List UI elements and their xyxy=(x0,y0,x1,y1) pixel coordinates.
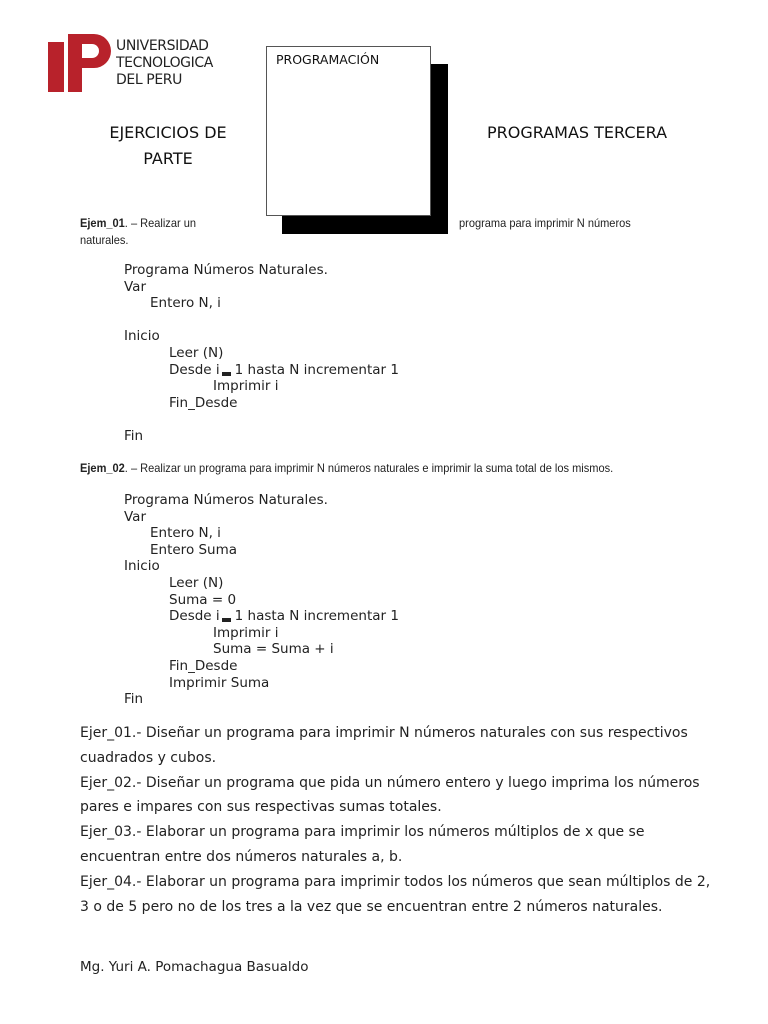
example1-code xyxy=(124,262,399,445)
code-text: Desde i xyxy=(169,608,220,625)
exercise-1: Ejer_01.- Diseñar un programa para imprimir N números naturales con sus respectivos cuadrados y cubos. xyxy=(80,725,688,766)
code-text: Desde i xyxy=(169,361,220,378)
code-text: Inicio xyxy=(124,558,160,575)
code-text: Fin xyxy=(124,691,144,708)
university-name xyxy=(116,38,216,89)
example2-code xyxy=(124,492,399,708)
code-line xyxy=(124,558,399,575)
code-line xyxy=(124,312,399,329)
code-text: Leer (N) xyxy=(169,344,224,361)
code-line xyxy=(124,428,399,445)
code-line xyxy=(124,641,399,658)
example1-text-a: . – Realizar un xyxy=(124,216,196,230)
code-text: Suma = 0 xyxy=(169,591,237,608)
author-footer: Mg. Yuri A. Pomachagua Basualdo xyxy=(80,959,309,975)
code-line xyxy=(124,262,399,279)
code-line xyxy=(124,675,399,692)
code-line xyxy=(124,691,399,708)
code-line xyxy=(124,575,399,592)
university-logo xyxy=(46,30,112,94)
code-text: Inicio xyxy=(124,328,160,345)
code-line xyxy=(124,509,399,526)
example2-id: Ejem_02 xyxy=(80,461,125,475)
heading-right: PROGRAMAS TERCERA xyxy=(486,123,668,142)
code-text: Programa Números Naturales. xyxy=(124,262,328,278)
code-text: Imprimir i xyxy=(213,624,279,641)
exercise-2: Ejer_02.- Diseñar un programa que pida un número entero y luego imprima los números pares e impares con sus respectivas sumas totales. xyxy=(80,774,700,816)
code-text: Fin xyxy=(124,427,144,444)
code-text: Entero Suma xyxy=(150,541,238,558)
programacion-box xyxy=(266,46,431,216)
code-text: Programa Números Naturales. xyxy=(124,492,328,508)
example1-text-b: programa para imprimir N números xyxy=(459,216,631,230)
code-line xyxy=(124,625,399,642)
code-line xyxy=(124,295,399,312)
code-line xyxy=(124,279,399,296)
example2-text: . – Realizar un programa para imprimir N números naturales e imprimir la suma total de los mismos. xyxy=(124,461,614,475)
assign-mark-icon xyxy=(222,372,231,376)
code-text: Entero N, i xyxy=(150,295,221,312)
code-line xyxy=(124,608,399,625)
assign-mark-icon xyxy=(222,618,231,622)
code-text-rest: 1 hasta N incrementar 1 xyxy=(234,361,399,378)
box-label: PROGRAMACIÓN xyxy=(276,52,380,67)
code-text-rest: 1 hasta N incrementar 1 xyxy=(234,608,399,625)
code-line xyxy=(124,378,399,395)
code-line xyxy=(124,492,399,509)
code-line xyxy=(124,658,399,675)
exercise-3: Ejer_03.- Elaborar un programa para imprimir los números múltiplos de x que se encuentran entre dos números naturales a, b. xyxy=(80,824,645,865)
logo-line-3: DEL PERU xyxy=(116,72,182,88)
code-line xyxy=(124,345,399,362)
code-text: Suma = Suma + i xyxy=(213,641,334,658)
code-text: Fin_Desde xyxy=(169,394,238,411)
code-text: Imprimir i xyxy=(213,378,279,395)
code-line xyxy=(124,525,399,542)
code-text: Entero N, i xyxy=(150,525,221,542)
example1-intro-left xyxy=(80,216,196,230)
code-text: Var xyxy=(124,278,147,295)
example2-intro xyxy=(80,461,613,475)
code-text: Fin_Desde xyxy=(169,657,238,674)
exercise-list xyxy=(80,721,720,919)
logo-line-1: UNIVERSIDAD xyxy=(116,38,209,54)
code-line xyxy=(124,362,399,379)
code-text: Imprimir Suma xyxy=(169,674,270,691)
exercise-4: Ejer_04.- Elaborar un programa para imprimir todos los números que sean múltiplos de 2, 3 o de 5 pero no de los tres a la vez que se encuentran entre 2 números naturales. xyxy=(80,873,711,915)
code-line xyxy=(124,592,399,609)
code-text: Var xyxy=(124,508,147,525)
code-line xyxy=(124,395,399,412)
code-text: Leer (N) xyxy=(169,574,224,591)
heading-left: EJERCICIOS DE PARTE xyxy=(109,123,227,168)
example1-text-c: naturales. xyxy=(80,233,129,247)
code-line xyxy=(124,411,399,428)
logo-line-2: TECNOLOGICA xyxy=(116,55,213,71)
code-line xyxy=(124,328,399,345)
example1-id: Ejem_01 xyxy=(80,216,125,230)
code-line xyxy=(124,542,399,559)
